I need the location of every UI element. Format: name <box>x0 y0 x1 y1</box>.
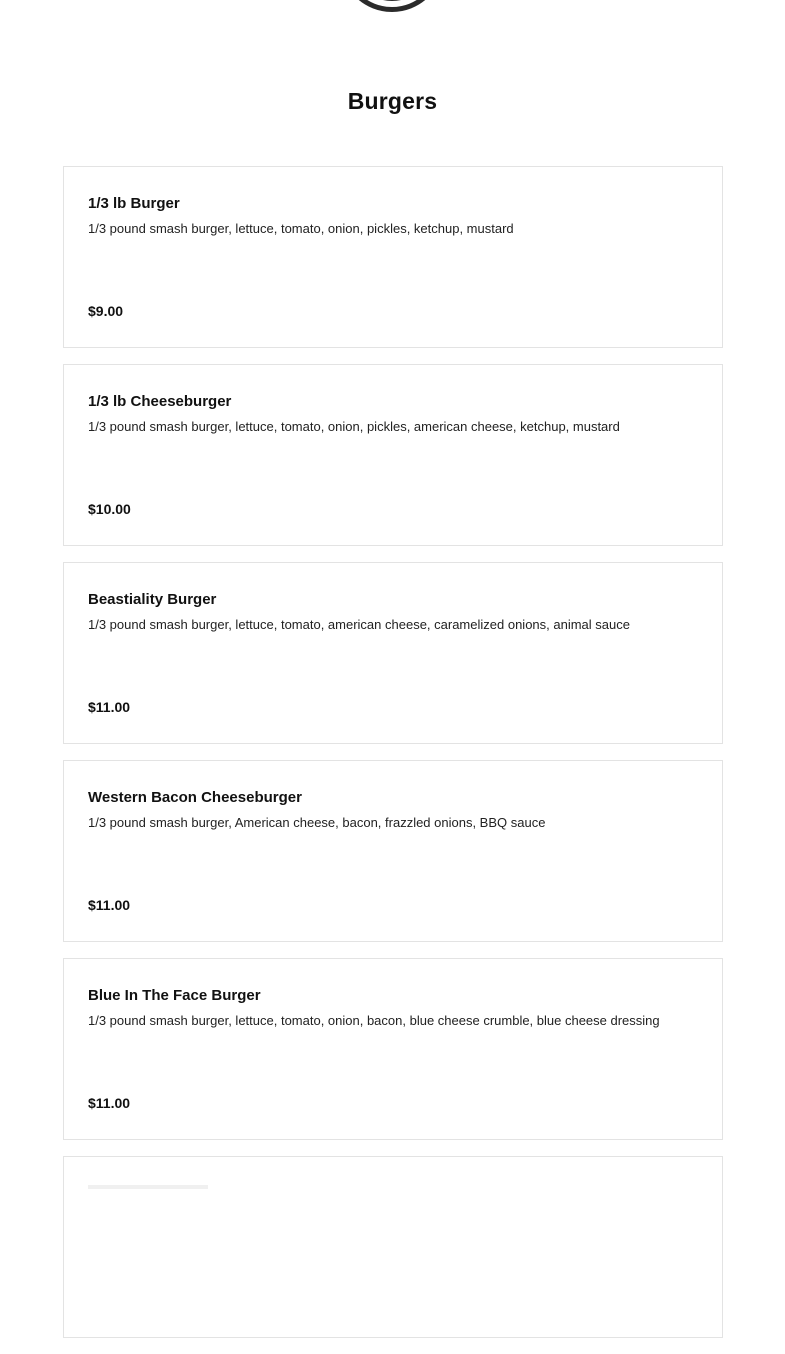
menu-item-description: 1/3 pound smash burger, lettuce, tomato, american cheese, caramelized onions, animal sauce <box>88 617 630 632</box>
menu-item-card[interactable] <box>63 562 723 744</box>
menu-item-card[interactable] <box>63 760 723 942</box>
menu-item-card[interactable] <box>63 958 723 1140</box>
menu-item-price: $10.00 <box>88 501 131 517</box>
menu-item-description: 1/3 pound smash burger, lettuce, tomato, onion, pickles, american cheese, ketchup, mustard <box>88 419 620 434</box>
menu-item-description: 1/3 pound smash burger, lettuce, tomato, onion, pickles, ketchup, mustard <box>88 221 514 236</box>
menu-item-card[interactable] <box>63 364 723 546</box>
menu-item-price: $11.00 <box>88 897 131 913</box>
menu-item-list <box>63 166 723 1354</box>
menu-item-description: 1/3 pound smash burger, American cheese, bacon, frazzled onions, BBQ sauce <box>88 815 546 830</box>
menu-item-price: $11.00 <box>88 1095 131 1111</box>
menu-item-name: Blue In The Face Burger <box>88 987 261 1004</box>
menu-item-description: 1/3 pound smash burger, lettuce, tomato, onion, bacon, blue cheese crumble, blue cheese dressing <box>88 1013 660 1028</box>
menu-item-name-placeholder <box>88 1185 208 1189</box>
menu-item-name: Beastiality Burger <box>88 591 217 608</box>
menu-item-name: 1/3 lb Burger <box>88 195 180 212</box>
menu-item-name: 1/3 lb Cheeseburger <box>88 393 232 410</box>
menu-item-price: $9.00 <box>88 303 124 319</box>
restaurant-logo <box>340 0 444 12</box>
menu-item-price: $11.00 <box>88 699 131 715</box>
section-title: Burgers <box>347 88 438 114</box>
logo-ring <box>351 0 433 1</box>
menu-item-card[interactable] <box>63 166 723 348</box>
menu-item-name: Western Bacon Cheeseburger <box>88 789 302 806</box>
logo-area <box>0 0 785 14</box>
menu-item-card-partial[interactable] <box>63 1156 723 1338</box>
